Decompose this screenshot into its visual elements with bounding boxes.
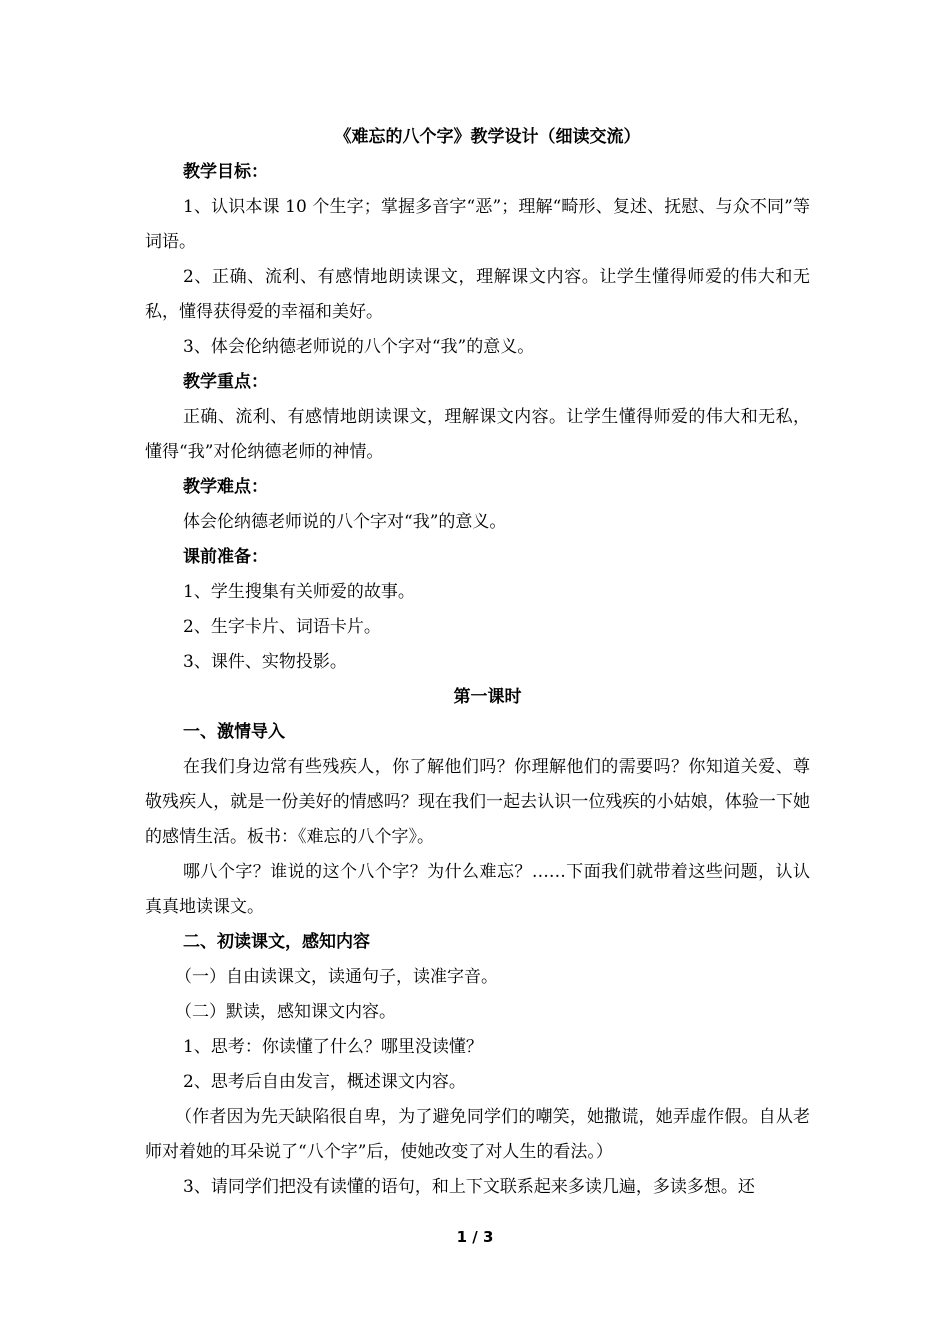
section-list-item: （二）默读，感知课文内容。 [175, 1002, 396, 1022]
section-heading: 二、初读课文，感知内容 [183, 932, 370, 952]
goal-item: 2、正确、流利、有感情地朗读课文，理解课文内容。让学生懂得师爱的伟大和无私，懂得获得爱的幸福和美好。 [145, 267, 810, 322]
page-number: 1 / 3 [456, 1228, 494, 1246]
lesson-title: 第一课时 [453, 687, 522, 707]
section-note: （作者因为先天缺陷很自卑，为了避免同学们的嘲笑，她撒谎，她弄虚作假。自从老师对着她的耳朵说了“八个字”后，使她改变了对人生的看法。） [145, 1107, 810, 1162]
section-list-item: （一）自由读课文，读通句子，读准字音。 [175, 967, 498, 987]
key-points-text: 正确、流利、有感情地朗读课文，理解课文内容。让学生懂得师爱的伟大和无私，懂得“我”对伦纳德老师的神情。 [145, 407, 810, 462]
preparation-item: 1、学生搜集有关师爱的故事。 [183, 582, 415, 602]
goal-item: 3、体会伦纳德老师说的八个字对“我”的意义。 [183, 337, 535, 357]
key-points-heading: 教学重点： [183, 372, 268, 392]
document-body [145, 120, 810, 1205]
section-paragraph: 哪八个字？谁说的这个八个字？为什么难忘？……下面我们就带着这些问题，认认真真地读课文。 [145, 862, 810, 917]
goals-heading: 教学目标： [183, 162, 268, 182]
preparation-item: 2、生字卡片、词语卡片。 [183, 617, 381, 637]
section-paragraph: 在我们身边常有些残疾人，你了解他们吗？你理解他们的需要吗？你知道关爱、尊敬残疾人，就是一份美好的情感吗？现在我们一起去认识一位残疾的小姑娘，体验一下她的感情生活。板书：《难忘的八个字》。 [145, 757, 810, 847]
section-list-item: 1、思考：你读懂了什么？哪里没读懂？ [183, 1037, 483, 1057]
section-heading: 一、激情导入 [183, 722, 285, 742]
preparation-heading: 课前准备： [183, 547, 268, 567]
difficulty-heading: 教学难点： [183, 477, 268, 497]
section-list-item: 3、请同学们把没有读懂的语句，和上下文联系起来多读几遍，多读多想。还 [183, 1177, 755, 1197]
section-list-item: 2、思考后自由发言，概述课文内容。 [183, 1072, 466, 1092]
goal-item: 1、认识本课 10 个生字；掌握多音字“恶”；理解“畸形、复述、抚慰、与众不同”等词语。 [145, 197, 810, 252]
document-title: 《难忘的八个字》教学设计（细读交流） [334, 127, 641, 147]
difficulty-text: 体会伦纳德老师说的八个字对“我”的意义。 [183, 512, 507, 532]
preparation-item: 3、课件、实物投影。 [183, 652, 347, 672]
